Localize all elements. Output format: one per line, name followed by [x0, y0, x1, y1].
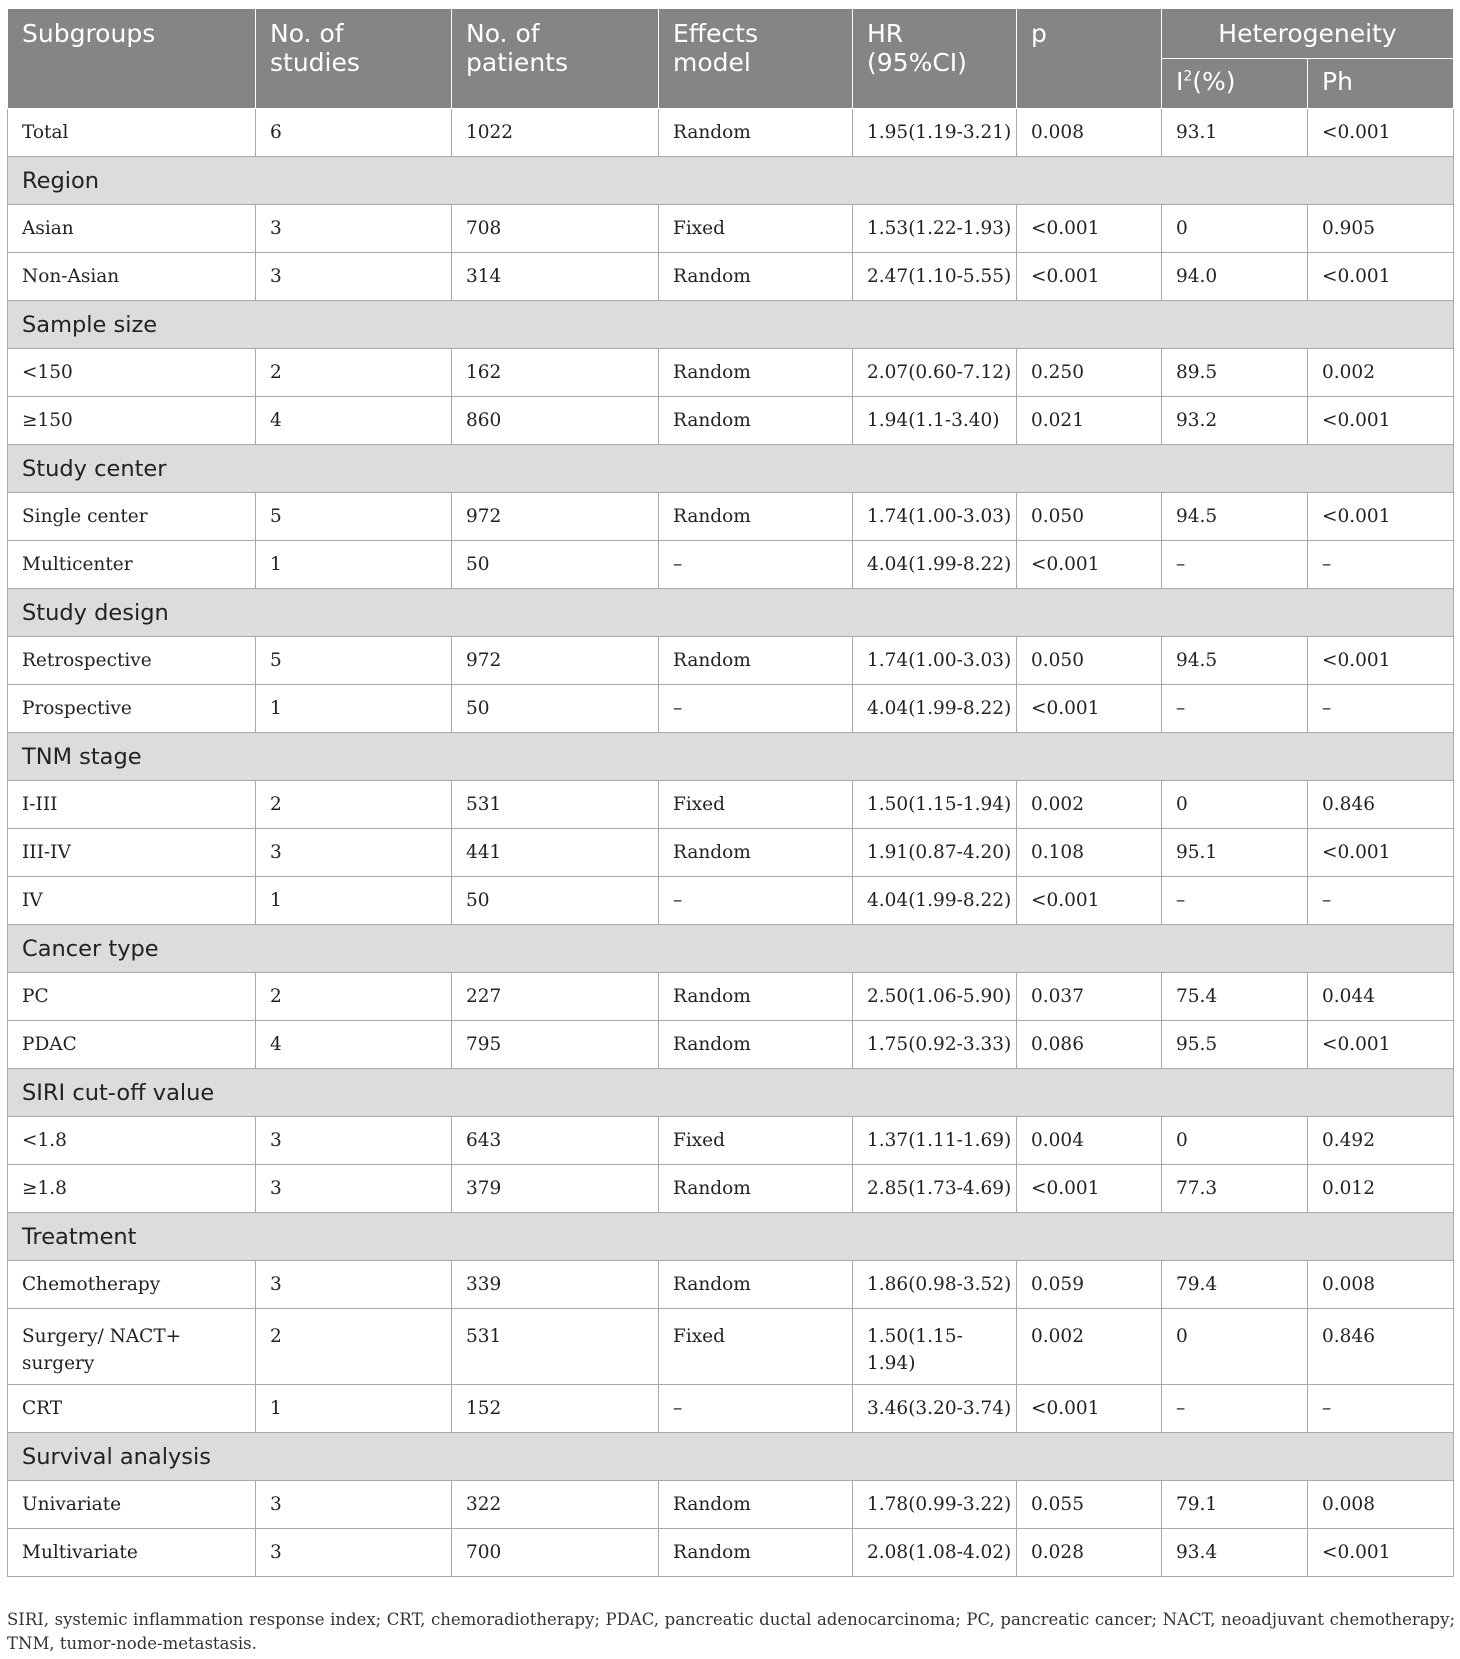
cell-p: 0.002 [1017, 781, 1162, 829]
cell-patients: 531 [452, 1309, 659, 1385]
cell-p: 0.050 [1017, 637, 1162, 685]
cell-ph: <0.001 [1308, 493, 1454, 541]
cell-studies: 3 [256, 253, 452, 301]
header-i2-unit: (%) [1192, 67, 1236, 96]
cell-p: <0.001 [1017, 253, 1162, 301]
cell-hr: 2.50(1.06-5.90) [853, 973, 1017, 1021]
group-header-row [8, 445, 1454, 493]
cell-ph: <0.001 [1308, 109, 1454, 157]
cell-patients: 531 [452, 781, 659, 829]
cell-i2: 89.5 [1162, 349, 1308, 397]
cell-patients: 700 [452, 1529, 659, 1577]
cell-p: <0.001 [1017, 877, 1162, 925]
cell-effects-model: Fixed [659, 1309, 853, 1385]
header-heterogeneity: Heterogeneity [1162, 9, 1454, 59]
table-row [8, 1261, 1454, 1309]
cell-ph: <0.001 [1308, 1021, 1454, 1069]
cell-effects-model: Fixed [659, 781, 853, 829]
group-label: Region [8, 157, 1454, 205]
cell-ph: – [1308, 877, 1454, 925]
cell-ph: 0.044 [1308, 973, 1454, 1021]
cell-subgroup: Multicenter [8, 541, 256, 589]
table-row [8, 1481, 1454, 1529]
subgroup-analysis-table-container [7, 8, 1453, 1577]
group-header-row [8, 925, 1454, 973]
cell-i2: 93.4 [1162, 1529, 1308, 1577]
cell-subgroup: Non-Asian [8, 253, 256, 301]
group-label: SIRI cut-off value [8, 1069, 1454, 1117]
cell-hr: 1.74(1.00-3.03) [853, 637, 1017, 685]
cell-i2: 75.4 [1162, 973, 1308, 1021]
cell-patients: 50 [452, 877, 659, 925]
cell-studies: 1 [256, 1385, 452, 1433]
cell-i2: 79.1 [1162, 1481, 1308, 1529]
header-p: p [1017, 9, 1162, 109]
cell-studies: 2 [256, 781, 452, 829]
cell-studies: 4 [256, 1021, 452, 1069]
cell-subgroup: Total [8, 109, 256, 157]
cell-studies: 3 [256, 1481, 452, 1529]
table-row [8, 1385, 1454, 1433]
cell-studies: 6 [256, 109, 452, 157]
cell-p: 0.086 [1017, 1021, 1162, 1069]
cell-effects-model: Random [659, 1165, 853, 1213]
table-row [8, 397, 1454, 445]
cell-effects-model: Random [659, 349, 853, 397]
cell-studies: 3 [256, 1529, 452, 1577]
cell-hr: 1.50(1.15-1.94) [853, 781, 1017, 829]
cell-studies: 2 [256, 349, 452, 397]
cell-hr: 4.04(1.99-8.22) [853, 541, 1017, 589]
table-row [8, 829, 1454, 877]
cell-i2: 0 [1162, 1309, 1308, 1385]
group-label: Study design [8, 589, 1454, 637]
cell-i2: – [1162, 685, 1308, 733]
cell-studies: 4 [256, 397, 452, 445]
cell-patients: 152 [452, 1385, 659, 1433]
cell-ph: 0.008 [1308, 1261, 1454, 1309]
subgroup-analysis-table [7, 8, 1454, 1577]
cell-hr: 2.47(1.10-5.55) [853, 253, 1017, 301]
cell-ph: – [1308, 541, 1454, 589]
group-header-row [8, 157, 1454, 205]
table-row [8, 877, 1454, 925]
cell-i2: – [1162, 877, 1308, 925]
group-label: Treatment [8, 1213, 1454, 1261]
cell-hr: 1.86(0.98-3.52) [853, 1261, 1017, 1309]
cell-hr: 2.08(1.08-4.02) [853, 1529, 1017, 1577]
cell-subgroup: <1.8 [8, 1117, 256, 1165]
cell-hr: 1.37(1.11-1.69) [853, 1117, 1017, 1165]
table-row [8, 541, 1454, 589]
cell-ph: 0.492 [1308, 1117, 1454, 1165]
group-header-row [8, 1213, 1454, 1261]
cell-studies: 3 [256, 829, 452, 877]
cell-hr: 1.94(1.1-3.40) [853, 397, 1017, 445]
cell-patients: 162 [452, 349, 659, 397]
cell-i2: – [1162, 1385, 1308, 1433]
group-header-row [8, 301, 1454, 349]
cell-p: 0.037 [1017, 973, 1162, 1021]
cell-i2: – [1162, 541, 1308, 589]
header-ph: Ph [1308, 59, 1454, 109]
cell-i2: 0 [1162, 1117, 1308, 1165]
cell-i2: 94.5 [1162, 493, 1308, 541]
cell-p: 0.055 [1017, 1481, 1162, 1529]
header-i2-superscript: 2 [1183, 68, 1193, 85]
header-i2 [1162, 59, 1308, 109]
cell-subgroup: ≥1.8 [8, 1165, 256, 1213]
group-header-row [8, 733, 1454, 781]
cell-effects-model: Fixed [659, 205, 853, 253]
cell-i2: 79.4 [1162, 1261, 1308, 1309]
cell-patients: 314 [452, 253, 659, 301]
cell-subgroup: Multivariate [8, 1529, 256, 1577]
cell-i2: 93.2 [1162, 397, 1308, 445]
cell-subgroup: <150 [8, 349, 256, 397]
table-header [8, 9, 1454, 109]
cell-i2: 77.3 [1162, 1165, 1308, 1213]
cell-hr: 1.78(0.99-3.22) [853, 1481, 1017, 1529]
cell-hr: 1.95(1.19-3.21) [853, 109, 1017, 157]
cell-studies: 5 [256, 493, 452, 541]
header-i2-base: I [1176, 67, 1184, 96]
cell-hr: 3.46(3.20-3.74) [853, 1385, 1017, 1433]
cell-subgroup: Single center [8, 493, 256, 541]
cell-studies: 2 [256, 1309, 452, 1385]
table-row [8, 253, 1454, 301]
cell-patients: 1022 [452, 109, 659, 157]
cell-ph: 0.008 [1308, 1481, 1454, 1529]
cell-studies: 5 [256, 637, 452, 685]
cell-effects-model: Random [659, 1481, 853, 1529]
cell-hr: 1.75(0.92-3.33) [853, 1021, 1017, 1069]
cell-p: <0.001 [1017, 685, 1162, 733]
cell-subgroup: PC [8, 973, 256, 1021]
table-row [8, 973, 1454, 1021]
cell-ph: – [1308, 1385, 1454, 1433]
cell-subgroup: IV [8, 877, 256, 925]
group-header-row [8, 589, 1454, 637]
cell-patients: 860 [452, 397, 659, 445]
cell-p: 0.050 [1017, 493, 1162, 541]
group-label: Sample size [8, 301, 1454, 349]
cell-effects-model: Random [659, 109, 853, 157]
cell-p: 0.059 [1017, 1261, 1162, 1309]
cell-p: 0.008 [1017, 109, 1162, 157]
cell-hr: 4.04(1.99-8.22) [853, 877, 1017, 925]
header-effects-model: Effects model [659, 9, 853, 109]
cell-p: <0.001 [1017, 541, 1162, 589]
cell-ph: 0.002 [1308, 349, 1454, 397]
table-row [8, 205, 1454, 253]
group-label: TNM stage [8, 733, 1454, 781]
cell-patients: 339 [452, 1261, 659, 1309]
cell-patients: 643 [452, 1117, 659, 1165]
cell-effects-model: Random [659, 1021, 853, 1069]
cell-subgroup: Retrospective [8, 637, 256, 685]
cell-ph: <0.001 [1308, 637, 1454, 685]
cell-studies: 1 [256, 685, 452, 733]
cell-subgroup: Prospective [8, 685, 256, 733]
cell-hr: 2.07(0.60-7.12) [853, 349, 1017, 397]
group-label: Cancer type [8, 925, 1454, 973]
cell-patients: 708 [452, 205, 659, 253]
table-row [8, 781, 1454, 829]
cell-studies: 2 [256, 973, 452, 1021]
cell-effects-model: Random [659, 253, 853, 301]
cell-p: <0.001 [1017, 1385, 1162, 1433]
cell-patients: 795 [452, 1021, 659, 1069]
cell-subgroup: ≥150 [8, 397, 256, 445]
cell-effects-model: Random [659, 1261, 853, 1309]
cell-subgroup: Asian [8, 205, 256, 253]
cell-patients: 50 [452, 541, 659, 589]
cell-effects-model: Random [659, 973, 853, 1021]
cell-hr: 1.91(0.87-4.20) [853, 829, 1017, 877]
cell-effects-model: Random [659, 637, 853, 685]
cell-hr: 1.53(1.22-1.93) [853, 205, 1017, 253]
cell-patients: 227 [452, 973, 659, 1021]
cell-subgroup: PDAC [8, 1021, 256, 1069]
cell-effects-model: – [659, 877, 853, 925]
cell-studies: 1 [256, 877, 452, 925]
cell-ph: 0.905 [1308, 205, 1454, 253]
cell-p: 0.250 [1017, 349, 1162, 397]
cell-effects-model: Random [659, 493, 853, 541]
cell-ph: <0.001 [1308, 829, 1454, 877]
cell-hr: 1.74(1.00-3.03) [853, 493, 1017, 541]
cell-effects-model: – [659, 685, 853, 733]
cell-p: 0.002 [1017, 1309, 1162, 1385]
cell-i2: 0 [1162, 781, 1308, 829]
cell-ph: <0.001 [1308, 253, 1454, 301]
cell-p: 0.021 [1017, 397, 1162, 445]
cell-subgroup: Chemotherapy [8, 1261, 256, 1309]
cell-subgroup: Surgery/ NACT+ surgery [8, 1309, 256, 1385]
table-footnote: SIRI, systemic inflammation response index; CRT, chemoradiotherapy; PDAC, pancreatic ductal adenocarcinoma; PC, pancreatic cancer; NACT, neoadjuvant chemotherapy; TNM, tumor-node-metastasis. [7, 1610, 1455, 1653]
header-no-of-studies: No. of studies [256, 9, 452, 109]
table-row [8, 109, 1454, 157]
table-row [8, 1165, 1454, 1213]
table-row [8, 1309, 1454, 1385]
group-header-row [8, 1433, 1454, 1481]
cell-ph: <0.001 [1308, 397, 1454, 445]
header-subgroups: Subgroups [8, 9, 256, 109]
cell-ph: 0.846 [1308, 781, 1454, 829]
cell-p: 0.028 [1017, 1529, 1162, 1577]
cell-effects-model: Random [659, 829, 853, 877]
cell-patients: 50 [452, 685, 659, 733]
cell-p: <0.001 [1017, 1165, 1162, 1213]
cell-effects-model: Random [659, 397, 853, 445]
cell-ph: 0.012 [1308, 1165, 1454, 1213]
cell-hr: 2.85(1.73-4.69) [853, 1165, 1017, 1213]
cell-subgroup: Univariate [8, 1481, 256, 1529]
cell-effects-model: Fixed [659, 1117, 853, 1165]
cell-patients: 441 [452, 829, 659, 877]
cell-p: 0.004 [1017, 1117, 1162, 1165]
cell-ph: – [1308, 685, 1454, 733]
cell-effects-model: – [659, 541, 853, 589]
header-hr-95ci: HR (95%CI) [853, 9, 1017, 109]
cell-i2: 0 [1162, 205, 1308, 253]
table-body [8, 109, 1454, 1577]
cell-studies: 1 [256, 541, 452, 589]
cell-p: <0.001 [1017, 205, 1162, 253]
cell-studies: 3 [256, 205, 452, 253]
cell-ph: <0.001 [1308, 1529, 1454, 1577]
cell-patients: 322 [452, 1481, 659, 1529]
cell-subgroup: III-IV [8, 829, 256, 877]
cell-studies: 3 [256, 1117, 452, 1165]
cell-subgroup: CRT [8, 1385, 256, 1433]
table-row [8, 1529, 1454, 1577]
cell-p: 0.108 [1017, 829, 1162, 877]
cell-patients: 972 [452, 493, 659, 541]
table-row [8, 1117, 1454, 1165]
cell-i2: 93.1 [1162, 109, 1308, 157]
cell-i2: 95.1 [1162, 829, 1308, 877]
cell-ph: 0.846 [1308, 1309, 1454, 1385]
table-row [8, 349, 1454, 397]
group-header-row [8, 1069, 1454, 1117]
cell-patients: 379 [452, 1165, 659, 1213]
cell-hr: 4.04(1.99-8.22) [853, 685, 1017, 733]
header-no-of-patients: No. of patients [452, 9, 659, 109]
cell-studies: 3 [256, 1165, 452, 1213]
cell-effects-model: Random [659, 1529, 853, 1577]
table-row [8, 637, 1454, 685]
cell-subgroup: I-III [8, 781, 256, 829]
cell-i2: 95.5 [1162, 1021, 1308, 1069]
table-row [8, 493, 1454, 541]
cell-studies: 3 [256, 1261, 452, 1309]
group-label: Survival analysis [8, 1433, 1454, 1481]
cell-patients: 972 [452, 637, 659, 685]
cell-i2: 94.0 [1162, 253, 1308, 301]
cell-hr: 1.50(1.15-1.94) [853, 1309, 1017, 1385]
table-row [8, 1021, 1454, 1069]
cell-i2: 94.5 [1162, 637, 1308, 685]
group-label: Study center [8, 445, 1454, 493]
table-row [8, 685, 1454, 733]
cell-effects-model: – [659, 1385, 853, 1433]
